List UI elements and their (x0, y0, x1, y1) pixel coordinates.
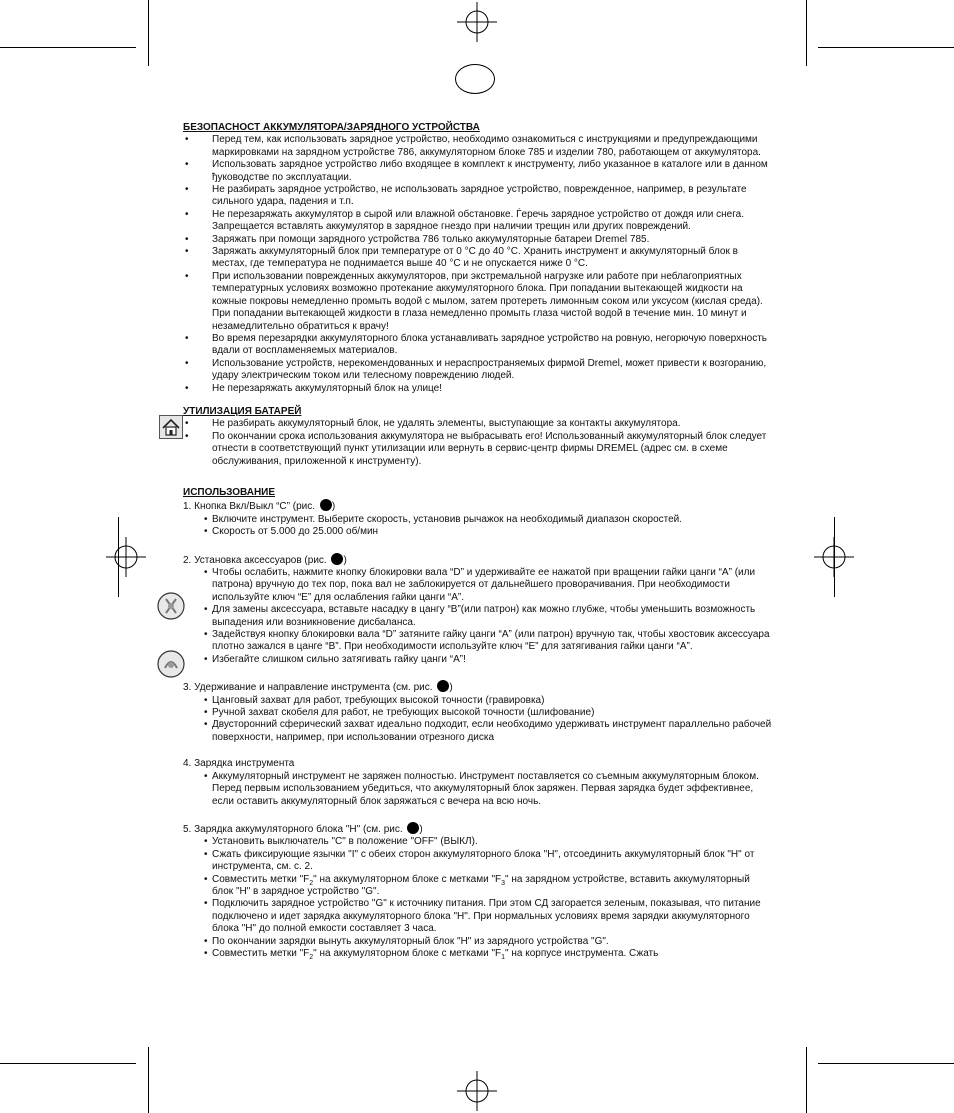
crop-mark (834, 517, 835, 597)
subsection-heading (183, 553, 773, 567)
crop-mark (148, 1047, 149, 1113)
list-item: • Не перезаряжать аккумулятор в сырой или влажной обстановке. Ѓеречь зарядное устройство от дождя или снега. Запрещается вставлять аккумулятор в зарядное гнездо при наличии трещин или других повреждений. (183, 209, 773, 234)
text-run: " на аккумуляторном блоке с метками "F (313, 947, 502, 959)
heading-text: ) (449, 682, 453, 694)
list-item: • Задействуя кнопку блокировки вала “D” затяните гайку цанги “A” (или патрон) вручную так, чтобы хвостовик аксессуара плотно зажался в цанге “B”. При необходимости используйте ключ “E” для затягивания гайки цанги “A”. (183, 629, 773, 654)
heading-text: 2. Установка аксессуаров (рис. (183, 554, 327, 566)
subsection-heading (183, 499, 773, 513)
list-item: • Двусторонний сферический захват идеально подходит, если необходимо удерживать инструмент параллельно рабочей поверхности, например, при использовании отрезного диска (183, 719, 773, 744)
subsection-heading: 4. Зарядка инструмента (183, 758, 295, 770)
safety-list (183, 134, 773, 395)
list-item: • Заряжать аккумуляторный блок при температуре от 0 °C до 40 °C. Хранить инструмент и аккумуляторный блок в местах, где температура не поднимается выше 40 °C и не опускается ниже 0 °C. (183, 246, 773, 271)
registration-mark (457, 1071, 497, 1111)
heading-text: 5. Зарядка аккумуляторного блока "H" (см. рис. (183, 823, 403, 835)
list-item: • Заряжать при помощи зарядного устройства 786 только аккумуляторные батареи Dremel 785. (183, 234, 773, 246)
crop-mark (806, 0, 807, 66)
list-item: • Аккумуляторный инструмент не заряжен полностью. Инструмент поставляется со съемным аккумуляторным блоком. Перед первым использованием убедиться, что аккумуляторный блок заряжен. Первая зарядка будет эффективнее, если оставить аккумуляторный блок заряжаться с вечера на всю ночь. (183, 771, 773, 808)
usage-list (183, 514, 773, 539)
tool-accessory-icon (157, 592, 185, 620)
list-item: • Не разбирать зарядное устройство, не использовать зарядное устройство, поврежденное, например, в результате сильного удара, падения и т.п. (183, 184, 773, 209)
list-item: • По окончании срока использования аккумулятора не выбрасывать его! Использованный аккумуляторный блок следует отнести в соответствующий пункт утилизации или вернуть в сервис-центр фирмы DREMEL (адрес см. в схеме обслуживания, приложенной к инструменту). (183, 431, 773, 468)
subsection-heading (183, 680, 773, 694)
registration-mark (106, 537, 146, 577)
text-run: " на зарядном устройстве, вставить аккумуляторный блок "H" в зарядное устройство "G". (212, 873, 750, 897)
subscript: 2 (309, 953, 314, 961)
usage-list (183, 771, 773, 808)
list-item: • Не перезаряжать аккумуляторный блок на улице! (183, 383, 773, 395)
list-item: • Использовать зарядное устройство либо входящее в комплект к инструменту, либо указанное в каталоге или в данном ђуководстве по эксплуатации. (183, 159, 773, 184)
tool-accessory-icon (157, 650, 185, 678)
crop-mark (148, 0, 149, 66)
house-indoor-icon (159, 415, 183, 439)
list-item: • Чтобы ослабить, нажмите кнопку блокировки вала “D” и удерживайте ее нажатой при вращении гайки цанги “A” (или патрона) вручную до тех пор, пока вал не заблокируется от дальнейшего проворачивания. При необходимости используйте ключ “E” для ослабления гайки цанги “A”. (183, 567, 773, 604)
figure-ref-dot (437, 680, 449, 692)
list-item: • Использование устройств, нерекомендованных и нераспространяемых фирмой Dremel, может привести к возгоранию, удару электрическим током или телесному повреждению людей. (183, 358, 773, 383)
list-item: • Ручной захват скобеля для работ, не требующих высокой точности (шлифование) (183, 707, 773, 719)
crop-mark (818, 47, 954, 48)
list-item: • Во время перезарядки аккумуляторного блока устанавливать зарядное устройство на ровную, негорючую поверхность вдали от воспламеняемых материалов. (183, 333, 773, 358)
figure-ref-dot (320, 499, 332, 511)
usage-list (183, 695, 773, 745)
heading-text: 1. Кнопка Вкл/Выкл “C” (рис. (183, 501, 316, 513)
section-title-safety: БЕЗОПАСНОСТ АККУМУЛЯТОРА/ЗАРЯДНОГО УСТРОЙСТВА (183, 122, 480, 133)
list-item: • Для замены аксессуара, вставьте насадку в цангу “B”(или патрон) как можно глубже, чтобы уменьшить возможность выпадения или возникновение дисбаланса. (183, 604, 773, 629)
subscript: 2 (309, 879, 314, 887)
text-run: Совместить метки "F (212, 873, 310, 885)
heading-text: ) (343, 554, 347, 566)
disposal-list (183, 418, 773, 468)
list-item: • Цанговый захват для работ, требующих высокой точности (гравировка) (183, 695, 773, 707)
list-item (183, 874, 773, 899)
text-run: Совместить метки "F (212, 947, 310, 959)
subsection-heading (183, 822, 773, 836)
list-item: • Скорость от 5.000 до 25.000 об/мин (183, 526, 773, 538)
list-item: • Сжать фиксирующие язычки "I" с обеих сторон аккумуляторного блока "H", отсоединить аккумуляторный блок "H" от инструмента, см. с. 2. (183, 849, 773, 874)
section-title-usage: ИСПОЛЬЗОВАНИЕ (183, 486, 276, 498)
list-item: • Подключить зарядное устройство "G" к источнику питания. При этом СД загорается зеленым, показывая, что питание подключено и идет зарядка аккумуляторного блока "H". При нормальных условиях время зарядки аккумуляторного блока "H" до полной емкости составляет 3 часа. (183, 898, 773, 935)
figure-ref-dot (407, 822, 419, 834)
list-item: • Включите инструмент. Выберите скорость, установив рычажок на необходимый диапазон скоростей. (183, 514, 773, 526)
heading-text: ) (419, 823, 423, 835)
list-item: • Не разбирать аккумуляторный блок, не удалять элементы, выступающие за контакты аккумулятора. (183, 418, 773, 430)
figure-ref-dot (331, 553, 343, 565)
text-run: " на корпусе инструмента. Сжать (505, 947, 659, 959)
list-item: • При использовании поврежденных аккумуляторов, при экстремальной нагрузке или работе при неблагоприятных температурных условиях возможно протекание аккумуляторного блока. При попадании вытекающей жидкости на кожные покровы немедленно промыть водой с мылом, затем протереть лимонным соком или уксусом (кислая среда). При попадании вытекающей жидкости в глаза немедленно промыть глаза чистой водой в течение мин. 10 минут и незамедлительно обратиться к врачу! (183, 271, 773, 333)
subscript: 3 (501, 879, 506, 887)
text-run: " на аккумуляторном блоке с метками "F (313, 873, 502, 885)
list-item: • По окончании зарядки вынуть аккумуляторный блок "H" из зарядного устройства "G". (183, 936, 773, 948)
language-oval (455, 64, 495, 94)
crop-mark (0, 1063, 136, 1064)
list-item: • Избегайте слишком сильно затягивать гайку цанги “A”! (183, 654, 773, 666)
crop-mark (806, 1047, 807, 1113)
subscript: 1 (501, 953, 506, 961)
list-item (183, 948, 773, 960)
heading-text: ) (331, 501, 336, 513)
list-item: • Установить выключатель "C" в положение "OFF" (ВЫКЛ). (183, 836, 773, 848)
crop-mark (118, 517, 119, 597)
list-item: • Перед тем, как использовать зарядное устройство, необходимо ознакомиться с инструкциями и предупреждающими маркировками на зарядном устройстве 786, аккумуляторном блоке 785 и изделии 780, работающем от аккумулятора. (183, 134, 773, 159)
usage-list (183, 836, 773, 960)
section-title-disposal: УТИЛИЗАЦИЯ БАТАРЕЙ (183, 405, 302, 417)
crop-mark (0, 47, 136, 48)
heading-text: 3. Удерживание и направление инструмента (см. рис. (183, 682, 433, 694)
registration-mark (457, 2, 497, 42)
crop-mark (818, 1063, 954, 1064)
document-body (183, 122, 773, 960)
usage-list (183, 567, 773, 666)
